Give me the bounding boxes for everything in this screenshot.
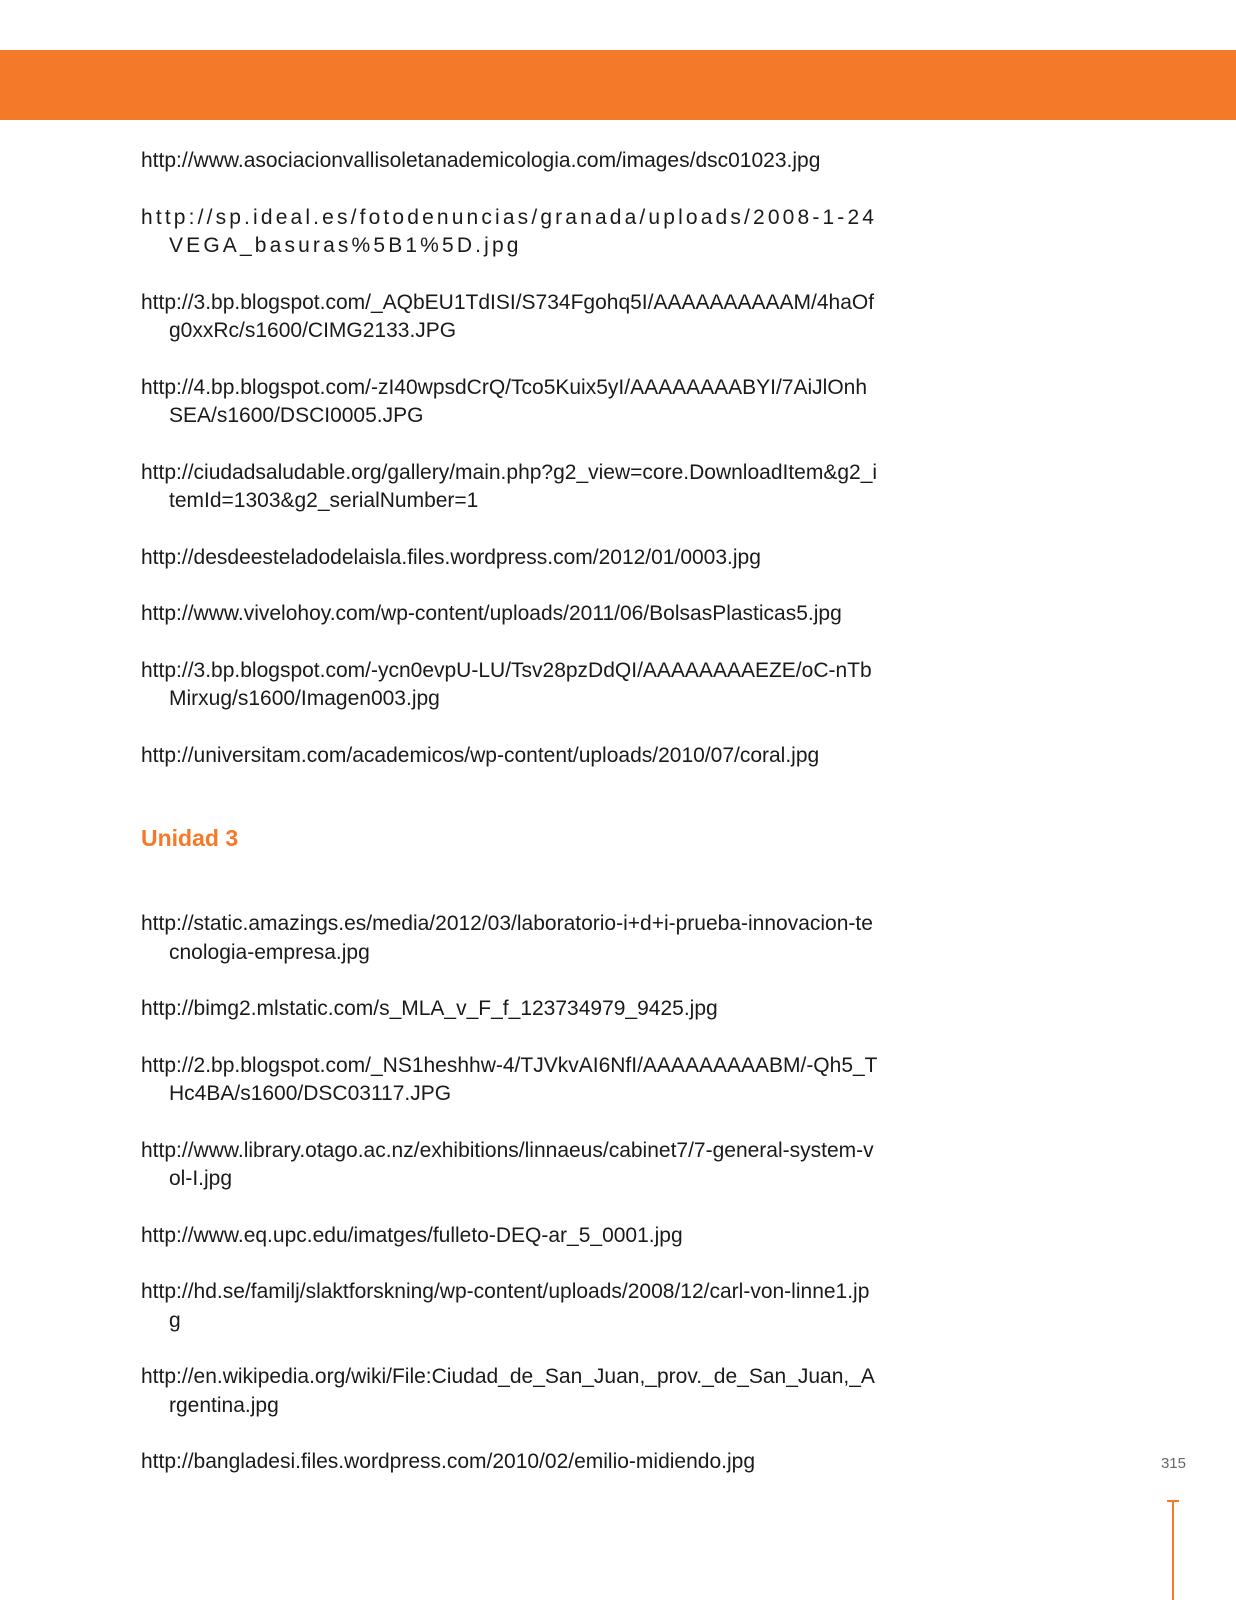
reference-link[interactable]: http://universitam.com/academicos/wp-content/uploads/2010/07/coral.jpg xyxy=(141,743,820,767)
reference-link[interactable]: http://ciudadsaludable.org/gallery/main.php?g2_view=core.DownloadItem&g2_itemId=1303&g2_serialNumber=1 xyxy=(141,460,878,512)
reference-link[interactable]: http://www.eq.upc.edu/imatges/fulleto-DEQ-ar_5_0001.jpg xyxy=(141,1223,683,1247)
reference-link[interactable]: http://www.asociacionvallisoletanademicologia.com/images/dsc01023.jpg xyxy=(141,149,821,172)
reference-link[interactable]: http://en.wikipedia.org/wiki/File:Ciudad_de_San_Juan,_prov._de_San_Juan,_Argentina.jpg xyxy=(141,1365,875,1417)
reference-link[interactable]: http://bangladesi.files.wordpress.com/2010/02/emilio-midiendo.jpg xyxy=(141,1450,756,1473)
reference-link[interactable]: http://4.bp.blogspot.com/-zI40wpsdCrQ/Tco5Kuix5yI/AAAAAAAABYI/7AiJlOnhSEA/s1600/DSCI0005.JPG xyxy=(141,375,868,427)
reference-link[interactable]: http://static.amazings.es/media/2012/03/laboratorio-i+d+i-prueba-innovacion-tecnologia-empresa.jpg xyxy=(141,912,873,964)
header-band xyxy=(0,50,1236,120)
reference-link[interactable]: http://3.bp.blogspot.com/_AQbEU1TdISI/S734Fgohq5I/AAAAAAAAAAM/4haOfg0xxRc/s1600/CIMG2133.JPG xyxy=(141,290,875,342)
reference-link[interactable]: http://3.bp.blogspot.com/-ycn0evpU-LU/Tsv28pzDdQI/AAAAAAAAEZE/oC-nTbMirxug/s1600/Imagen003.jpg xyxy=(141,658,872,710)
references-list xyxy=(141,147,881,1505)
reference-link[interactable]: http://www.library.otago.ac.nz/exhibitions/linnaeus/cabinet7/7-general-system-vol-I.jpg xyxy=(141,1138,874,1190)
page-rule xyxy=(1172,1500,1174,1600)
reference-link[interactable]: http://hd.se/familj/slaktforskning/wp-content/uploads/2008/12/carl-von-linne1.jpg xyxy=(141,1280,870,1332)
reference-link[interactable]: http://desdeesteladodelaisla.files.wordpress.com/2012/01/0003.jpg xyxy=(141,545,761,569)
page-number: 315 xyxy=(1160,1455,1186,1472)
reference-link[interactable]: http://bimg2.mlstatic.com/s_MLA_v_F_f_123734979_9425.jpg xyxy=(141,997,718,1020)
reference-link[interactable]: http://2.bp.blogspot.com/_NS1heshhw-4/TJVkvAI6NfI/AAAAAAAAABM/-Qh5_THc4BA/s1600/DSC03117.JPG xyxy=(141,1053,878,1105)
reference-link[interactable]: http://www.vivelohoy.com/wp-content/uploads/2011/06/BolsasPlasticas5.jpg xyxy=(141,602,842,625)
reference-link[interactable]: http://sp.ideal.es/fotodenuncias/granada/uploads/2008-1-24VEGA_basuras%5B1%5D.jpg xyxy=(141,205,878,257)
section-title: Unidad 3 xyxy=(141,825,239,851)
